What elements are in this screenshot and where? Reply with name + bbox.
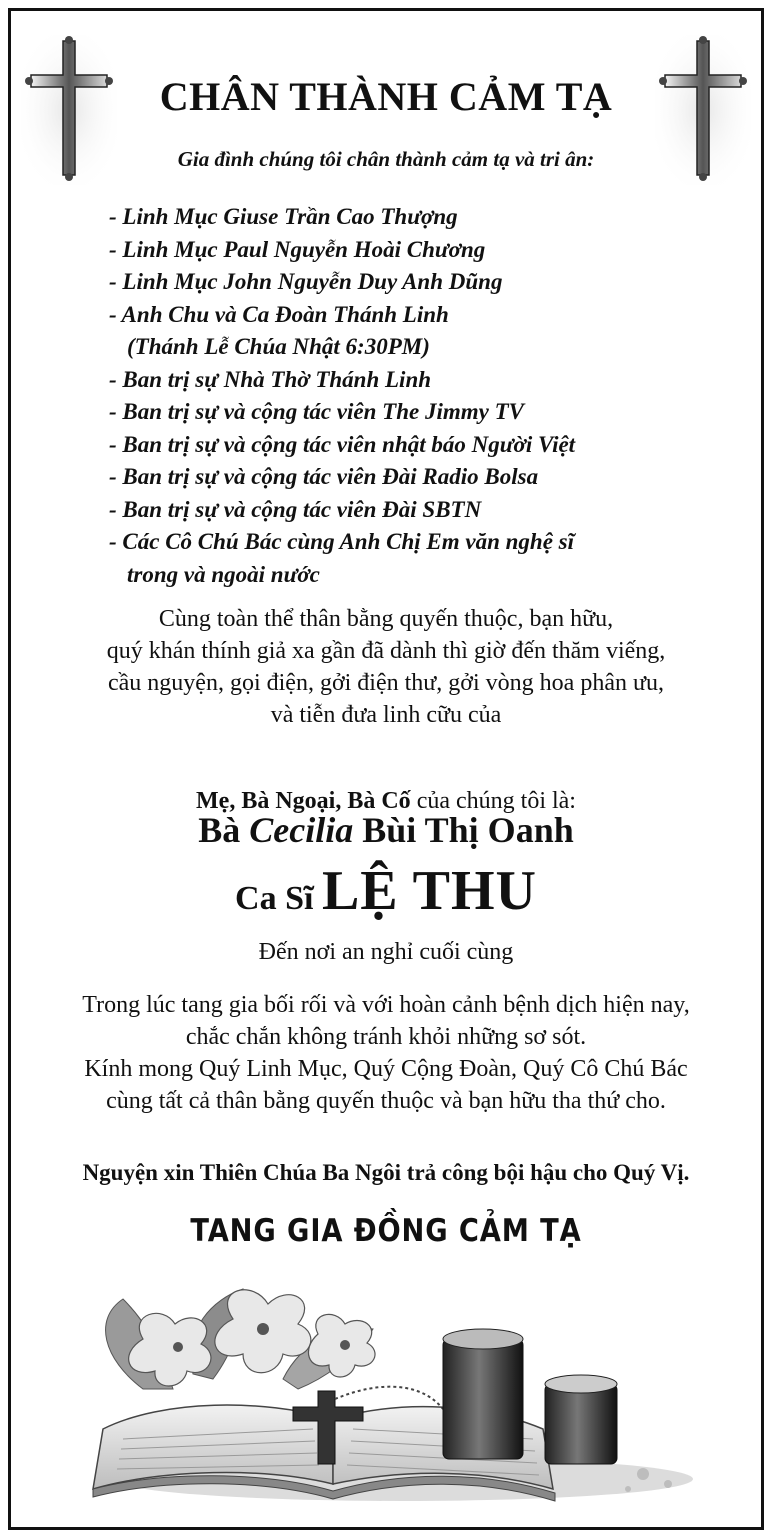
list-item: - Linh Mục John Nguyễn Duy Anh Dũng xyxy=(109,269,503,294)
list-item-continuation-text: (Thánh Lễ Chúa Nhật 6:30PM) xyxy=(127,334,430,359)
notice-frame xyxy=(8,8,764,1530)
stage-prefix: Ca Sĩ xyxy=(235,880,322,917)
paragraph-line: quý khán thính giả xa gần đã dành thì giờ đến thăm viếng, xyxy=(106,638,666,664)
rest-line: Đến nơi an nghỉ cuối cùng xyxy=(258,939,514,965)
name-prefix: Bà xyxy=(198,810,250,850)
list-item: - Ban trị sự và cộng tác viên Đài SBTN xyxy=(109,496,482,522)
relation-bold: Mẹ, Bà Ngoại, Bà Cố xyxy=(196,788,411,814)
paragraph-line: và tiễn đưa linh cữu của xyxy=(270,702,502,728)
list-item: - Ban trị sự và cộng tác viên nhật báo Người Việt xyxy=(109,431,576,457)
stage-name: LỆ THU xyxy=(321,860,537,922)
stage-name-line xyxy=(11,859,761,923)
page-title: CHÂN THÀNH CẢM TẠ xyxy=(159,74,613,119)
apology-paragraph xyxy=(11,989,761,1117)
relation-rest: của chúng tôi là: xyxy=(410,788,576,814)
list-item: - Ban trị sự Nhà Thờ Thánh Linh xyxy=(109,366,432,392)
christian-name: Cecilia xyxy=(249,810,354,850)
prayer-line: Nguyện xin Thiên Chúa Ba Ngôi trả công bội hậu cho Quý Vị. xyxy=(82,1160,690,1185)
list-item: - Ban trị sự và cộng tác viên The Jimmy TV xyxy=(109,399,524,424)
paragraph-line: cầu nguyện, gọi điện, gởi điện thư, gởi vòng hoa phân ưu, xyxy=(108,670,664,696)
list-item-continuation xyxy=(109,331,575,364)
paragraph-line: chắc chắn không tránh khỏi những sơ sót. xyxy=(185,1024,587,1050)
full-name: Bùi Thị Oanh xyxy=(353,810,574,850)
paragraph-line: cùng tất cả thân bằng quyến thuộc và bạn hữu tha thứ cho. xyxy=(106,1088,666,1114)
list-item-continuation xyxy=(109,559,575,592)
thanks-list xyxy=(109,201,575,591)
list-item-continuation-text: trong và ngoài nước xyxy=(127,561,320,587)
paragraph-line: Trong lúc tang gia bối rối và với hoàn cảnh bệnh dịch hiện nay, xyxy=(82,992,690,1018)
list-item: - Ban trị sự và cộng tác viên Đài Radio Bolsa xyxy=(109,464,539,489)
deceased-name xyxy=(11,809,761,851)
gratitude-paragraph xyxy=(11,603,761,731)
intro-line: Gia đình chúng tôi chân thành cảm tạ và tri ân: xyxy=(177,147,595,171)
list-item: - Anh Chu và Ca Đoàn Thánh Linh xyxy=(109,301,449,327)
paragraph-line: Cùng toàn thể thân bằng quyến thuộc, bạn hữu, xyxy=(158,606,614,632)
list-item: - Các Cô Chú Bác cùng Anh Chị Em văn nghệ sĩ xyxy=(109,529,575,554)
paragraph-line: Kính mong Quý Linh Mục, Quý Cộng Đoàn, Quý Cô Chú Bác xyxy=(84,1056,688,1082)
list-item: - Linh Mục Giuse Trần Cao Thượng xyxy=(109,204,458,229)
list-item: - Linh Mục Paul Nguyễn Hoài Chương xyxy=(109,236,486,262)
bible-lily-candles-illustration xyxy=(83,1279,693,1507)
closing-signature: TANG GIA ĐỒNG CẢM TẠ xyxy=(190,1213,582,1249)
